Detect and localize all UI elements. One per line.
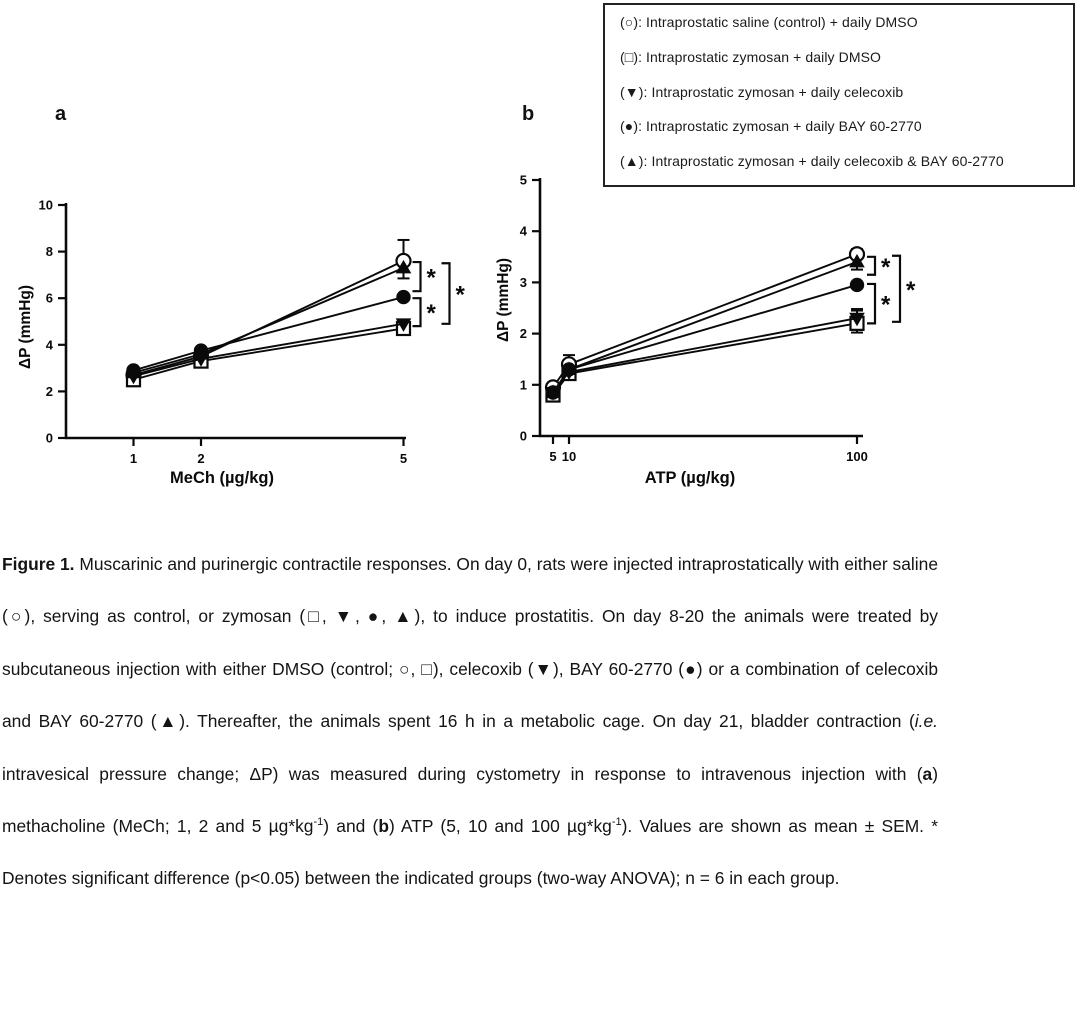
y-tick-label: 8 bbox=[45, 244, 53, 260]
y-tick-label: 4 bbox=[519, 223, 527, 239]
x-axis-title: MeCh (µg/kg) bbox=[170, 469, 274, 487]
y-tick-label: 5 bbox=[519, 172, 527, 188]
sig-star: * bbox=[881, 253, 891, 281]
y-tick-label: 0 bbox=[45, 430, 53, 446]
x-tick-label: 1 bbox=[129, 451, 138, 466]
caption-segment: Figure 1. bbox=[2, 554, 75, 574]
y-tick-label: 0 bbox=[519, 428, 527, 444]
y-tick-label: 6 bbox=[45, 290, 53, 306]
caption-segment: i.e. bbox=[914, 711, 938, 732]
x-tick-label: 5 bbox=[549, 449, 557, 464]
sig-bracket bbox=[867, 284, 891, 323]
panel-a-label: a bbox=[55, 103, 67, 125]
caption-segment: -1 bbox=[611, 816, 622, 829]
y-tick-label: 2 bbox=[45, 383, 53, 399]
caption-segment: ) ATP (5, 10 and 100 µg*kg bbox=[388, 816, 612, 837]
legend-item-saline-dmso: (○): Intraprostatic saline (control) + daily DMSO bbox=[620, 14, 918, 30]
sig-bracket bbox=[442, 263, 466, 324]
sig-star: * bbox=[881, 291, 891, 319]
axes bbox=[39, 198, 408, 467]
x-tick-label: 2 bbox=[197, 451, 205, 466]
caption-segment: -1 bbox=[313, 816, 324, 829]
caption-segment: ) and ( bbox=[323, 816, 379, 837]
legend-item-zymosan-bay: (●): Intraprostatic zymosan + daily BAY 60-2770 bbox=[620, 118, 922, 135]
y-tick-label: 3 bbox=[519, 274, 527, 290]
caption-segment: intravesical pressure change; ΔP) was measured during cystometry in response to intravenous injection with ( bbox=[2, 763, 923, 784]
sig-bracket bbox=[413, 262, 437, 292]
sig-bracket bbox=[892, 256, 916, 322]
x-tick-label: 10 bbox=[561, 449, 577, 464]
axes bbox=[520, 173, 868, 465]
figure-caption bbox=[2, 538, 938, 905]
x-tick-label: 100 bbox=[846, 449, 868, 464]
legend-item-zymosan-combo: (▲): Intraprostatic zymosan + daily celecoxib & BAY 60-2770 bbox=[620, 153, 1004, 169]
chart-a-mech-dose-response bbox=[0, 95, 505, 495]
sig-star: * bbox=[426, 300, 436, 328]
y-tick-label: 2 bbox=[519, 326, 527, 342]
series-down-triangle bbox=[126, 318, 412, 384]
y-axis-title: ΔP (mmHg) bbox=[17, 284, 34, 370]
x-tick-label: 5 bbox=[399, 451, 408, 466]
sig-bracket bbox=[413, 298, 437, 327]
caption-segment: b bbox=[378, 816, 389, 837]
caption-segment: Muscarinic and purinergic contractile responses. On day 0, rats were injected intraprostatically with either saline (○), serving as control, or zymosan (□, ▼, ●, ▲), to induce prostatitis. On day 8-20 the animals were treated by subcutaneous injection with either DMSO (control; ○, □), celecoxib (▼), BAY 60-2770 (●) or a combination of celecoxib and BAY 60-2770 (▲). Thereafter, the animals spent 16 h in a metabolic cage. On day 21, bladder contraction ( bbox=[2, 554, 938, 732]
sig-star: * bbox=[455, 281, 465, 309]
chart-b-atp-dose-response bbox=[490, 95, 1080, 495]
sig-star: * bbox=[426, 264, 436, 292]
x-axis-title: ATP (µg/kg) bbox=[644, 469, 736, 487]
series-open-circle bbox=[546, 247, 864, 394]
y-axis-title: ΔP (mmHg) bbox=[495, 257, 512, 343]
series-filled-circle bbox=[546, 278, 864, 400]
legend-item-zymosan-dmso: (□): Intraprostatic zymosan + daily DMSO bbox=[620, 48, 882, 65]
y-tick-label: 4 bbox=[45, 337, 53, 353]
caption-segment: a bbox=[922, 763, 933, 784]
sig-star: * bbox=[906, 276, 916, 304]
y-tick-label: 10 bbox=[38, 197, 53, 213]
y-tick-label: 1 bbox=[519, 377, 527, 393]
legend-item-zymosan-celecoxib: (▼): Intraprostatic zymosan + daily celecoxib bbox=[620, 83, 904, 100]
panel-b-label: b bbox=[522, 103, 535, 125]
series-open-square bbox=[127, 322, 410, 386]
caption-segment: ) methacholine (MeCh; 1, 2 and 5 µg*kg bbox=[2, 763, 938, 837]
caption-segment: ). Values are shown as mean ± SEM. * Denotes significant difference (p<0.05) between the indicated groups (two-way ANOVA); n = 6 in each group. bbox=[2, 816, 938, 889]
sig-bracket bbox=[867, 254, 891, 281]
